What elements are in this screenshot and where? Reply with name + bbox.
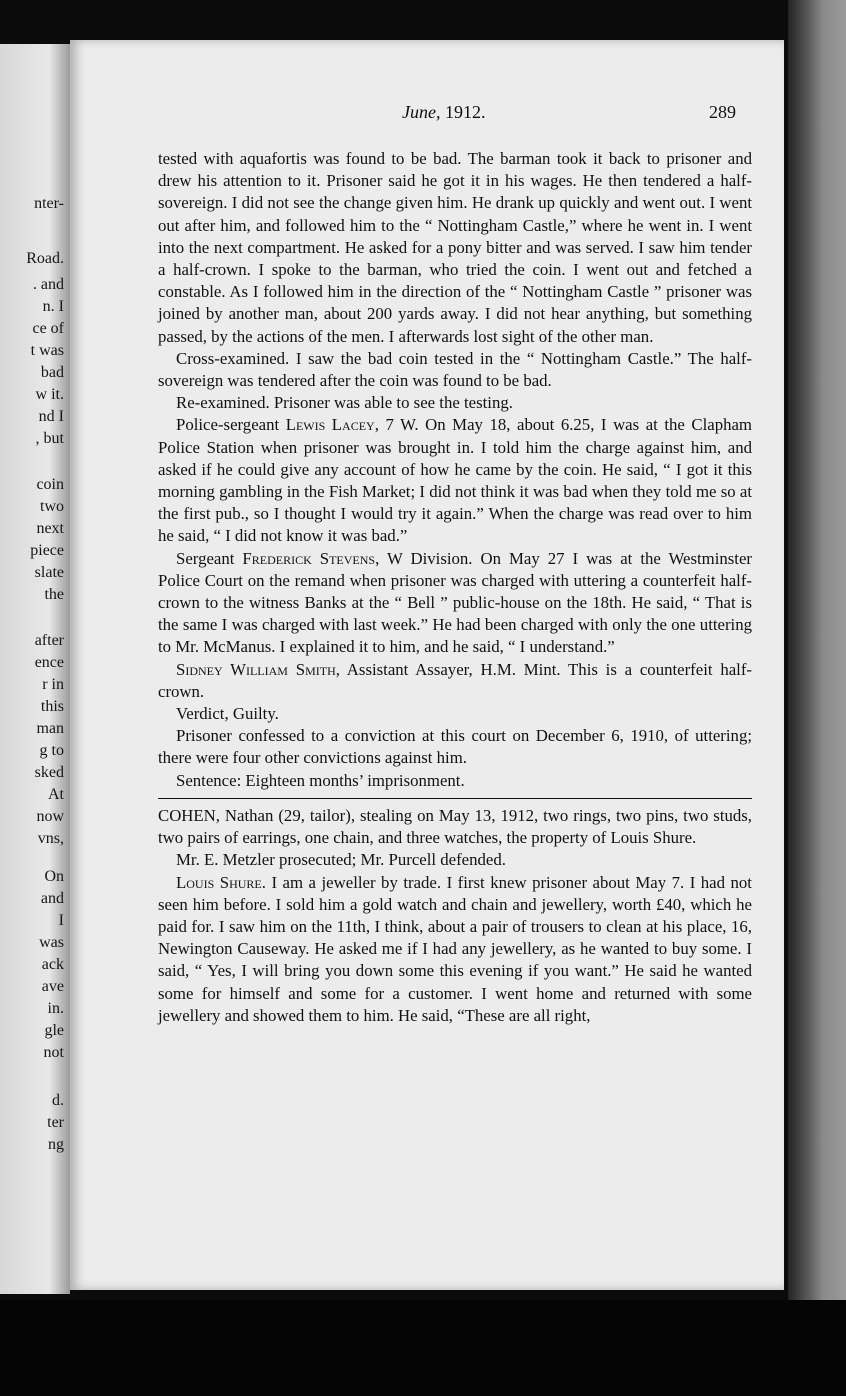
running-head-month: June,: [402, 102, 441, 122]
facing-page-text-fragment: w it.: [35, 386, 64, 403]
stevens-statement: W Division. On May 27 I was at the Westminster Police Court on the remand when prisoner was charged with uttering a counterfeit half-crown to the witness Banks at the “ Bell ” public-house on the 18th. He said, “ That is the same I was charged with last week.” He had been charged with only the one uttering to Mr. McManus. I explained it to him, and he said, “ I understand.”: [158, 548, 752, 657]
facing-page-text-fragment: bad: [40, 364, 64, 381]
document-page: [70, 40, 784, 1290]
facing-page-text-fragment: was: [39, 934, 64, 951]
facing-page-text-fragment: after: [34, 632, 64, 649]
facing-page-text-fragment: ence: [34, 654, 64, 671]
lacey-statement: 7 W. On May 18, about 6.25, I was at the Clapham Police Station when prisoner was brought in. I told him the charge against him, and asked if he could give any account of how he came by the coin. He said, “ I got it this morning gambling in the Fish Market; I did not think it was bad when they told me so at the first pub., so I thought I would try it again.” When the charge was read over to him he said, “ I did not know it was bad.”: [158, 415, 752, 546]
facing-page-text-fragment: and: [40, 890, 64, 907]
shure-statement: I am a jeweller by trade. I first knew prisoner about May 7. I had not seen him before. I sold him a gold watch and chain and jewellery, worth £40, which he paid for. I saw him on the 11th, I think, about a pair of trousers to clean at his place, 16, Newington Causeway. He asked me if I had any jewellery, as he wanted to buy some. I said, “ Yes, I will bring you down some this evening if you want.” He said he wanted some for himself and some for a customer. I went home and returned with some jewellery and showed them to him. He said, “These are all right,: [158, 872, 752, 1025]
paragraph-cross-examined: Cross-examined. I saw the bad coin tested in the “ Nottingham Castle.” The half-sovereign was tendered after the coin was found to be bad.: [158, 348, 752, 391]
facing-page-text-fragment: t was: [30, 342, 64, 359]
paragraph-lacey-testimony: [158, 414, 752, 547]
facing-page-text-fragment: gle: [44, 1022, 64, 1039]
smith-statement: Assistant Assayer, H.M. Mint. This is a counterfeit half-crown.: [158, 659, 752, 701]
paragraph-prior-convictions: Prisoner confessed to a conviction at this court on December 6, 1910, of uttering; there were four other convictions against him.: [158, 726, 752, 768]
paragraph-shure-testimony: [158, 872, 752, 1027]
facing-page-text-fragment: this: [40, 698, 64, 715]
facing-page-text-fragment: , but: [35, 430, 64, 447]
facing-page-text-fragment: ack: [41, 956, 64, 973]
facing-page-fragment: [0, 44, 70, 1294]
facing-page-text-fragment: coin: [36, 476, 64, 493]
witness-name-smith: Sidney William Smith,: [176, 659, 340, 679]
facing-page-text-fragment: ave: [41, 978, 64, 995]
paragraph-continued-testimony: tested with aquafortis was found to be bad. The barman took it back to prisoner and drew his attention to it. Prisoner said he got it in his wages. He then tendered a half-sovereign. I did not see the change given him. He drank up quickly and went out. I went out after him, and followed him to the “ Nottingham Castle,” where he went in. I went into the next compartment. He asked for a pony bitter and was served. I saw him tender a half-crown. I spoke to the barman, who tried the coin. I went out and fetched a constable. As I followed him in the direction of the “ Nottingham Castle ” prisoner was joined by another man, about 200 yards away. I did not hear anything, but something passed, by the actions of the men. I afterwards lost sight of the other man.: [158, 149, 752, 346]
facing-page-text-fragment: n. I: [42, 298, 64, 315]
case-divider: [158, 798, 752, 799]
page-number: 289: [709, 102, 736, 122]
paragraph-cohen-case-heading: COHEN, Nathan (29, tailor), stealing on May 13, 1912, two rings, two pins, two studs, two pairs of earrings, one chain, and three watches, the property of Louis Shure.: [158, 805, 752, 848]
facing-page-text-fragment: Road.: [26, 250, 64, 267]
facing-page-text-fragment: g to: [39, 742, 64, 759]
facing-page-text-fragment: slate: [34, 564, 64, 581]
running-head: [70, 102, 784, 126]
paragraph-re-examined: Re-examined. Prisoner was able to see the testing.: [176, 393, 513, 413]
facing-page-text-fragment: I: [58, 912, 64, 929]
facing-page-text-fragment: piece: [30, 542, 64, 559]
facing-page-text-fragment: . and: [32, 276, 64, 293]
paragraph-smith-testimony: [158, 659, 752, 703]
facing-page-text-fragment: man: [36, 720, 64, 737]
running-head-year: 1912.: [444, 102, 486, 122]
facing-page-text-fragment: the: [44, 586, 64, 603]
page-body: [158, 148, 752, 1027]
witness-name-stevens: Frederick Stevens,: [242, 548, 380, 568]
witness-name-lacey: Lewis Lacey,: [285, 415, 379, 435]
facing-page-text-fragment: ng: [48, 1136, 64, 1153]
paragraph-stevens-testimony: [158, 548, 752, 659]
facing-page-text-fragment: now: [36, 808, 64, 825]
witness-name-shure: Louis Shure.: [176, 872, 266, 892]
facing-page-text-fragment: ter: [47, 1114, 64, 1131]
facing-page-text-fragment: sked: [34, 764, 64, 781]
facing-page-text-fragment: two: [40, 498, 64, 515]
witness-role: Police-sergeant: [176, 415, 286, 435]
paragraph-verdict: Verdict, Guilty.: [176, 704, 279, 724]
facing-page-text-fragment: in.: [47, 1000, 64, 1017]
facing-page-text-fragment: r in: [42, 676, 64, 693]
paragraph-counsel: Mr. E. Metzler prosecuted; Mr. Purcell defended.: [176, 850, 506, 870]
facing-page-text-fragment: At: [48, 786, 64, 803]
facing-page-text-fragment: ce of: [32, 320, 64, 337]
paragraph-sentence: Sentence: Eighteen months’ imprisonment.: [176, 770, 465, 790]
scan-border-bottom: [0, 1300, 846, 1396]
facing-page-text-fragment: not: [43, 1044, 64, 1061]
facing-page-text-fragment: On: [44, 868, 64, 885]
running-head-date: [402, 102, 485, 123]
scan-border-right: [788, 0, 846, 1396]
facing-page-text-fragment: vns,: [37, 830, 64, 847]
facing-page-text-fragment: d.: [52, 1092, 64, 1109]
facing-page-text-fragment: next: [36, 520, 64, 537]
witness-role: Sergeant: [176, 548, 243, 568]
facing-page-text-fragment: nter-: [34, 195, 64, 212]
facing-page-text-fragment: nd I: [38, 408, 64, 425]
